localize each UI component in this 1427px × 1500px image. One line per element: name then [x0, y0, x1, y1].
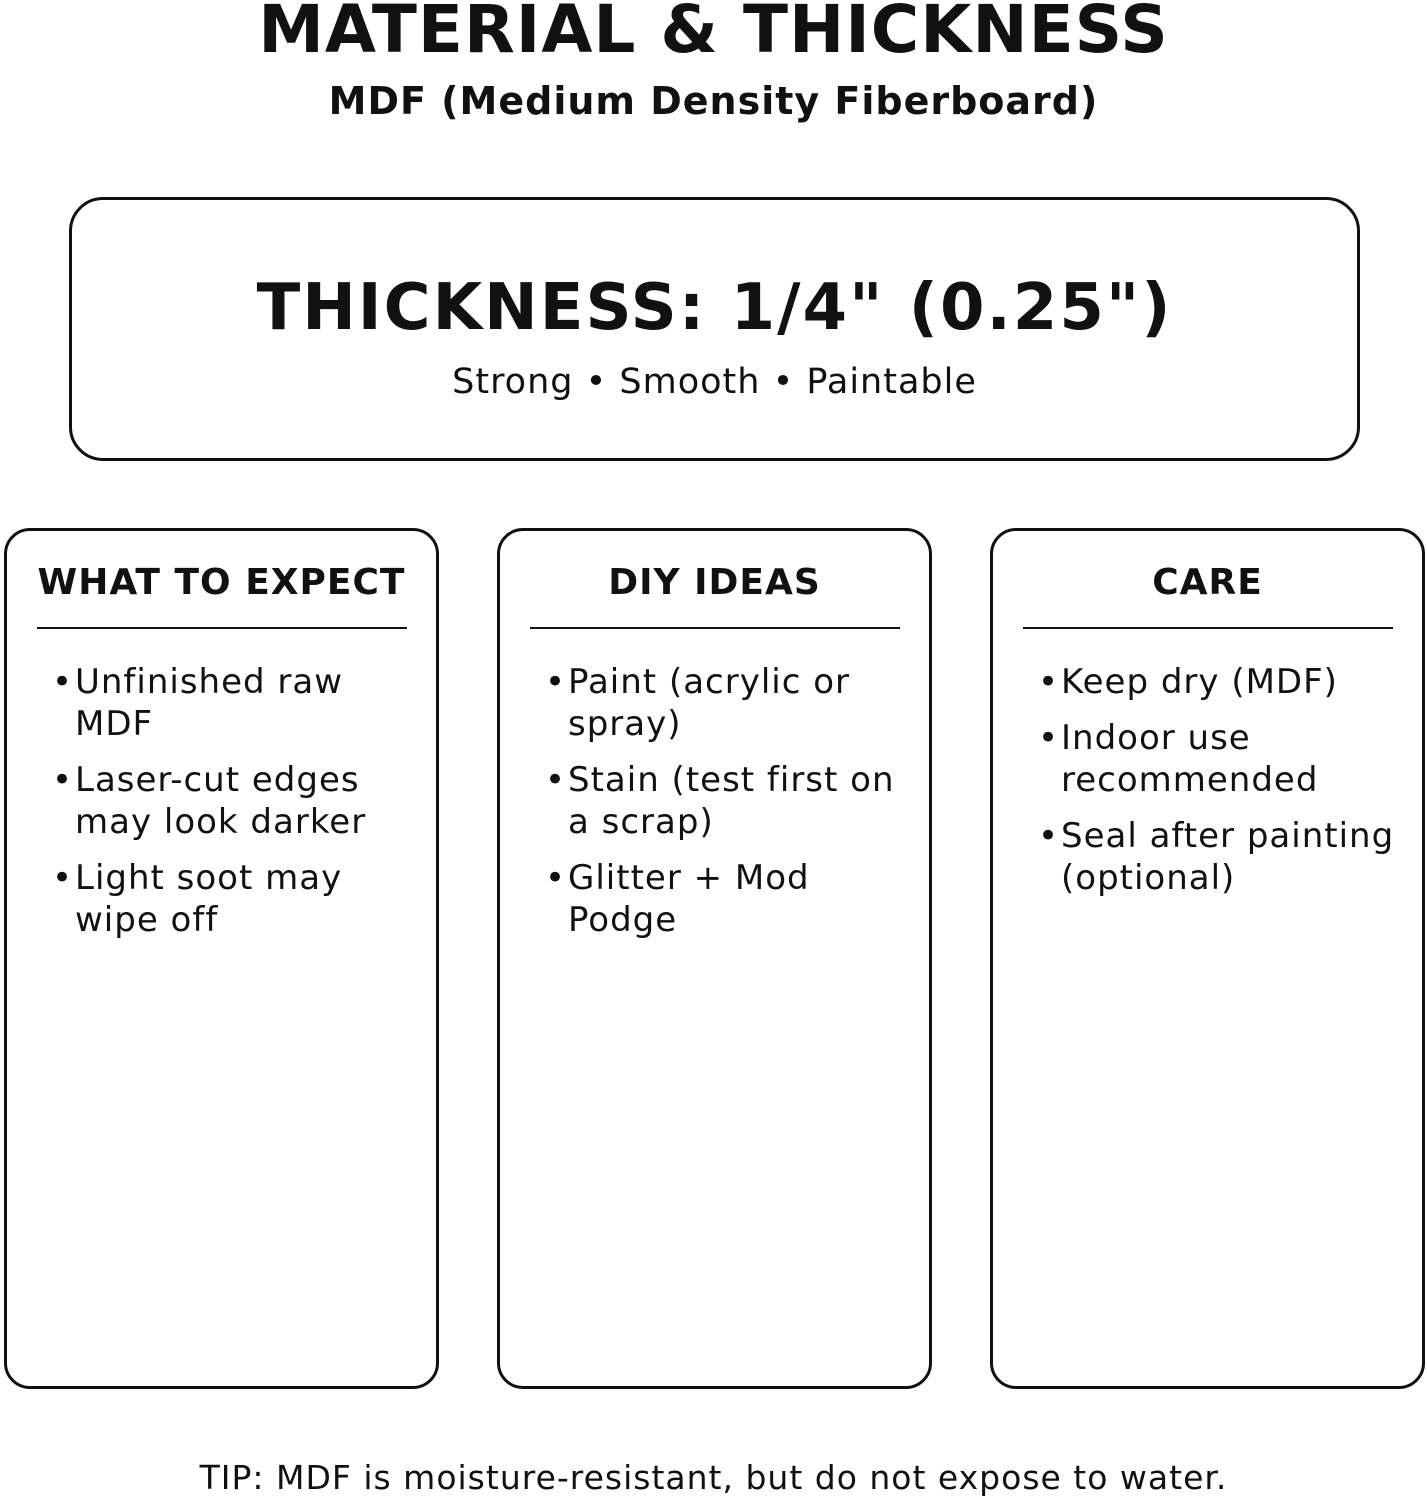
thickness-panel	[69, 197, 1360, 461]
list-item-text: Keep dry (MDF)	[1061, 662, 1338, 702]
card-title: CARE	[1152, 562, 1263, 603]
card-list	[545, 661, 905, 955]
bullet-icon: •	[1038, 662, 1060, 702]
list-item	[1038, 717, 1398, 801]
list-item	[52, 661, 412, 745]
bullet-icon: •	[1038, 816, 1060, 856]
bullet-icon: •	[52, 662, 74, 702]
list-item-text: Stain (test first on a scrap)	[568, 760, 895, 842]
list-item	[545, 857, 905, 941]
list-item	[1038, 661, 1398, 703]
bullet-icon: •	[52, 858, 74, 898]
card-divider	[37, 627, 407, 629]
card-divider	[530, 627, 900, 629]
thickness-heading: THICKNESS: 1/4" (0.25")	[256, 271, 1173, 345]
card-what-to-expect	[4, 528, 439, 1389]
list-item-text: Glitter + Mod Podge	[568, 858, 810, 940]
card-diy-ideas	[497, 528, 932, 1389]
card-title: DIY IDEAS	[608, 562, 821, 603]
list-item	[52, 857, 412, 941]
thickness-features: Strong • Smooth • Paintable	[452, 362, 977, 402]
card-list	[52, 661, 412, 955]
bullet-icon: •	[545, 858, 567, 898]
list-item	[545, 661, 905, 745]
list-item	[1038, 815, 1398, 899]
card-care	[990, 528, 1425, 1389]
list-item	[545, 759, 905, 843]
card-title: WHAT TO EXPECT	[37, 562, 406, 603]
list-item-text: Light soot may wipe off	[75, 858, 343, 940]
list-item-text: Seal after painting (optional)	[1061, 816, 1395, 898]
page-title: MATERIAL & THICKNESS	[258, 0, 1169, 68]
list-item	[52, 759, 412, 843]
list-item-text: Paint (acrylic or spray)	[568, 662, 851, 744]
page-subtitle: MDF (Medium Density Fiberboard)	[328, 79, 1099, 123]
bullet-icon: •	[52, 760, 74, 800]
list-item-text: Unfinished raw MDF	[75, 662, 344, 744]
bullet-icon: •	[545, 760, 567, 800]
footer-tip: TIP: MDF is moisture-resistant, but do not expose to water.	[199, 1458, 1228, 1497]
bullet-icon: •	[1038, 718, 1060, 758]
card-list	[1038, 661, 1398, 913]
list-item-text: Laser-cut edges may look darker	[75, 760, 367, 842]
bullet-icon: •	[545, 662, 567, 702]
card-divider	[1023, 627, 1393, 629]
list-item-text: Indoor use recommended	[1061, 718, 1319, 800]
